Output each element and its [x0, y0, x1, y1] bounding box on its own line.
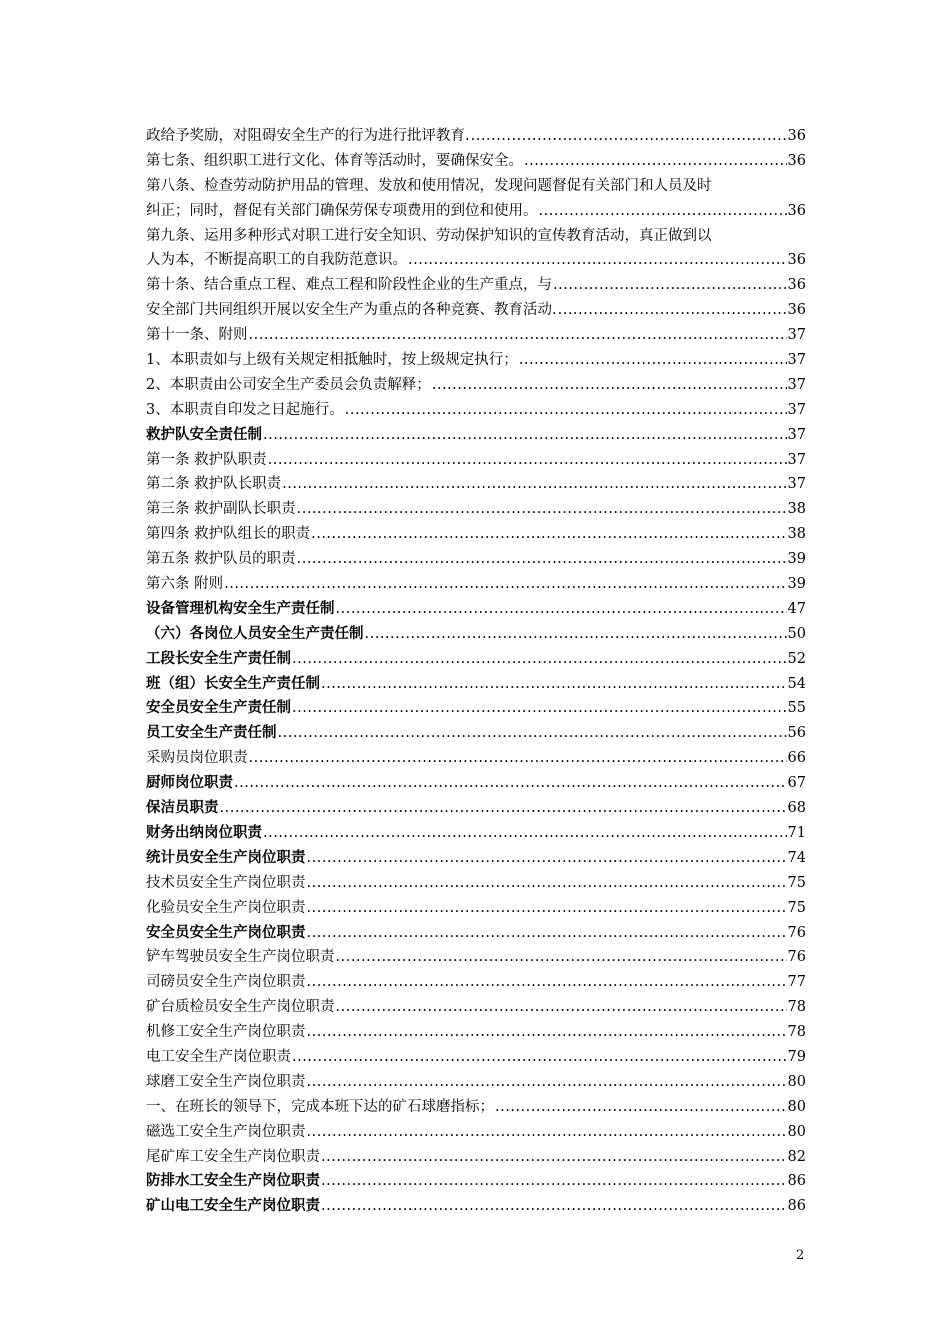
- toc-entry-page: 50: [787, 625, 806, 642]
- toc-entry-title: 第三条 救护副队长职责: [146, 501, 296, 518]
- toc-entry-title: 纠正；同时，督促有关部门确保劳保专项费用的到位和使用。: [146, 202, 538, 219]
- toc-entry[interactable]: [146, 945, 806, 970]
- toc-entry-page: 76: [787, 949, 806, 966]
- toc-entry[interactable]: [146, 298, 806, 323]
- toc-entry-title: 第四条 救护队组长的职责: [146, 526, 311, 543]
- toc-entry-title: 保洁员职责: [146, 800, 219, 817]
- toc-dot-leader: [249, 746, 787, 771]
- toc-entry-title: 第十条、结合重点工程、难点工程和阶段性企业的生产重点，与: [146, 277, 552, 294]
- toc-entry-title: 第七条、组织职工进行文化、体育等活动时，要确保安全。: [146, 152, 523, 169]
- toc-entry[interactable]: [146, 622, 806, 647]
- table-of-contents: [146, 124, 806, 1219]
- toc-entry-page: 79: [787, 1048, 806, 1065]
- toc-entry-title: 2、本职责由公司安全生产委员会负责解释；: [146, 376, 431, 393]
- toc-entry-title: 矿山电工安全生产岗位职责: [146, 1198, 320, 1215]
- toc-entry-title: 第五条 救护队员的职责: [146, 551, 296, 568]
- toc-dot-leader: [249, 323, 787, 348]
- toc-dot-leader: [321, 672, 787, 697]
- toc-entry[interactable]: [146, 373, 806, 398]
- toc-entry-page: 37: [787, 327, 806, 344]
- toc-dot-leader: [234, 771, 787, 796]
- toc-entry-page: 78: [787, 1024, 806, 1041]
- toc-entry-title: 工段长安全生产责任制: [146, 650, 291, 667]
- toc-dot-leader: [263, 423, 787, 448]
- toc-entry-title: 财务出纳岗位职责: [146, 824, 262, 841]
- toc-dot-leader: [292, 647, 787, 672]
- toc-entry[interactable]: [146, 921, 806, 946]
- toc-entry-page: 37: [787, 401, 806, 418]
- toc-dot-leader: [336, 995, 787, 1020]
- toc-entry-page: 86: [787, 1198, 806, 1215]
- toc-dot-leader: [297, 547, 787, 572]
- toc-entry[interactable]: [146, 597, 806, 622]
- toc-entry-title: 安全员安全生产责任制: [146, 700, 291, 717]
- toc-entry-title: 第六条 附则: [146, 576, 224, 593]
- toc-entry[interactable]: [146, 398, 806, 423]
- toc-entry-page: 68: [787, 800, 806, 817]
- toc-entry-page: 86: [787, 1173, 806, 1190]
- toc-entry-title: 第十一条、附则: [146, 327, 248, 344]
- toc-dot-leader: [336, 597, 787, 622]
- toc-entry-page: 37: [787, 376, 806, 393]
- toc-entry[interactable]: [146, 149, 806, 174]
- toc-entry-page: 36: [787, 252, 806, 269]
- toc-entry[interactable]: [146, 1145, 806, 1170]
- toc-entry-page: 36: [787, 302, 806, 319]
- toc-entry-page: 75: [787, 899, 806, 916]
- toc-dot-leader: [495, 1095, 787, 1120]
- toc-dot-leader: [311, 522, 786, 547]
- toc-dot-leader: [282, 472, 786, 497]
- toc-dot-leader: [224, 572, 786, 597]
- toc-entry-page: 36: [787, 152, 806, 169]
- toc-dot-leader: [307, 921, 787, 946]
- toc-entry-page: 37: [787, 426, 806, 443]
- toc-entry[interactable]: [146, 970, 806, 995]
- toc-entry-page: 36: [787, 128, 806, 144]
- toc-entry-title: 采购员岗位职责: [146, 750, 248, 767]
- toc-entry[interactable]: [146, 1070, 806, 1095]
- toc-entry-page: 47: [787, 600, 806, 617]
- toc-entry-page: 67: [787, 775, 806, 792]
- toc-entry-title: 一、在班长的领导下，完成本班下达的矿石球磨指标；: [146, 1098, 494, 1115]
- toc-entry[interactable]: [146, 1169, 806, 1194]
- toc-dot-leader: [297, 497, 787, 522]
- toc-entry[interactable]: [146, 672, 806, 697]
- toc-entry-page: 54: [787, 675, 806, 692]
- toc-entry-page: 52: [787, 650, 806, 667]
- toc-entry-title: 厨师岗位职责: [146, 775, 233, 792]
- toc-entry-page: 38: [787, 501, 806, 518]
- toc-entry-title: 尾矿库工安全生产岗位职责: [146, 1148, 320, 1165]
- toc-entry[interactable]: [146, 896, 806, 921]
- toc-entry[interactable]: [146, 547, 806, 572]
- toc-dot-leader: [365, 622, 787, 647]
- toc-dot-leader: [307, 1020, 787, 1045]
- toc-dot-leader: [321, 1194, 787, 1219]
- toc-entry-title: 设备管理机构安全生产责任制: [146, 600, 335, 617]
- toc-entry[interactable]: [146, 871, 806, 896]
- toc-dot-leader: [263, 821, 787, 846]
- toc-entry-title: 安全部门共同组织开展以安全生产为重点的各种竞赛、教育活动.: [146, 302, 557, 319]
- toc-entry[interactable]: [146, 448, 806, 473]
- toc-entry[interactable]: 第九条、运用多种形式对职工进行安全知识、劳动保护知识的宣传教育活动，真正做到以: [146, 227, 712, 244]
- toc-dot-leader: [292, 696, 787, 721]
- toc-entry-page: 39: [787, 576, 806, 593]
- toc-entry[interactable]: [146, 348, 806, 373]
- toc-entry-page: 36: [787, 202, 806, 219]
- toc-entry-title: 救护队安全责任制: [146, 426, 262, 443]
- toc-entry-page: 38: [787, 526, 806, 543]
- toc-entry[interactable]: [146, 522, 806, 547]
- toc-dot-leader: [220, 796, 787, 821]
- toc-dot-leader: [321, 1169, 787, 1194]
- toc-dot-leader: [432, 373, 787, 398]
- toc-dot-leader: [539, 199, 787, 224]
- toc-entry-title: 班（组）长安全生产责任制: [146, 675, 320, 692]
- toc-entry[interactable]: [146, 1095, 806, 1120]
- toc-dot-leader: [408, 248, 787, 273]
- toc-entry[interactable]: [146, 1020, 806, 1045]
- toc-entry-page: 77: [787, 974, 806, 991]
- toc-entry[interactable]: [146, 1045, 806, 1070]
- toc-entry[interactable]: [146, 124, 806, 149]
- toc-dot-leader: [307, 846, 787, 871]
- toc-entry-page: 80: [787, 1123, 806, 1140]
- toc-entry-page: 36: [787, 277, 806, 294]
- toc-entry[interactable]: [146, 796, 806, 821]
- toc-entry-page: 55: [787, 700, 806, 717]
- toc-dot-leader: [553, 273, 787, 298]
- toc-dot-leader: [321, 1145, 787, 1170]
- toc-entry[interactable]: 第八条、检查劳动防护用品的管理、发放和使用情况，发现问题督促有关部门和人员及时: [146, 177, 712, 194]
- toc-dot-leader: [307, 871, 787, 896]
- toc-dot-leader: [292, 1045, 787, 1070]
- toc-dot-leader: [307, 970, 787, 995]
- toc-dot-leader: [268, 448, 787, 473]
- toc-dot-leader: [471, 124, 787, 149]
- toc-entry[interactable]: [146, 771, 806, 796]
- toc-entry-page: 80: [787, 1073, 806, 1090]
- toc-entry-title: 3、本职责自印发之日起施行。: [146, 401, 344, 418]
- toc-entry-page: 37: [787, 476, 806, 493]
- toc-entry-page: 74: [787, 849, 806, 866]
- toc-entry-title: 第一条 救护队职责: [146, 451, 267, 468]
- toc-entry-title: 矿台质检员安全生产岗位职责: [146, 999, 335, 1016]
- toc-entry[interactable]: [146, 995, 806, 1020]
- toc-entry-page: 37: [787, 451, 806, 468]
- page-number: 2: [796, 1248, 805, 1263]
- toc-dot-leader: [307, 1070, 787, 1095]
- toc-entry-title: 电工安全生产岗位职责: [146, 1048, 291, 1065]
- toc-entry[interactable]: [146, 1194, 806, 1219]
- toc-entry-title: 铲车驾驶员安全生产岗位职责: [146, 949, 335, 966]
- toc-entry[interactable]: [146, 472, 806, 497]
- toc-entry[interactable]: [146, 497, 806, 522]
- toc-entry-title: 技术员安全生产岗位职责: [146, 874, 306, 891]
- toc-dot-leader: [519, 348, 787, 373]
- toc-entry[interactable]: [146, 199, 806, 224]
- toc-entry-page: 66: [787, 750, 806, 767]
- toc-entry[interactable]: [146, 721, 806, 746]
- toc-entry[interactable]: [146, 572, 806, 597]
- toc-dot-leader: [307, 896, 787, 921]
- toc-entry-page: 78: [787, 999, 806, 1016]
- toc-entry-title: 球磨工安全生产岗位职责: [146, 1073, 306, 1090]
- toc-entry-page: 71: [787, 824, 806, 841]
- toc-entry-title: 统计员安全生产岗位职责: [146, 849, 306, 866]
- toc-entry[interactable]: [146, 323, 806, 348]
- toc-entry[interactable]: [146, 746, 806, 771]
- toc-entry-page: 75: [787, 874, 806, 891]
- toc-entry-title: 安全员安全生产岗位职责: [146, 924, 306, 941]
- toc-entry[interactable]: [146, 248, 806, 273]
- toc-entry-title: 化验员安全生产岗位职责: [146, 899, 306, 916]
- toc-entry-title: 第二条 救护队长职责: [146, 476, 282, 493]
- toc-entry[interactable]: [146, 423, 806, 448]
- toc-dot-leader: [558, 298, 787, 323]
- toc-dot-leader: [278, 721, 787, 746]
- toc-entry-title: （六）各岗位人员安全生产责任制: [146, 625, 364, 642]
- toc-entry-page: 39: [787, 551, 806, 568]
- toc-entry[interactable]: [146, 846, 806, 871]
- toc-entry[interactable]: [146, 647, 806, 672]
- toc-entry-title: 司磅员安全生产岗位职责: [146, 974, 306, 991]
- toc-entry-title: 防排水工安全生产岗位职责: [146, 1173, 320, 1190]
- toc-dot-leader: [307, 1120, 787, 1145]
- toc-entry-title: 人为本，不断提高职工的自我防范意识。: [146, 252, 407, 269]
- toc-entry[interactable]: [146, 273, 806, 298]
- toc-dot-leader: [524, 149, 787, 174]
- toc-entry-title: 员工安全生产责任制: [146, 725, 277, 742]
- toc-entry[interactable]: [146, 821, 806, 846]
- toc-entry-title: 机修工安全生产岗位职责: [146, 1024, 306, 1041]
- toc-entry-page: 56: [787, 725, 806, 742]
- toc-dot-leader: [345, 398, 787, 423]
- toc-entry-page: 80: [787, 1098, 806, 1115]
- toc-entry-title: 磁选工安全生产岗位职责: [146, 1123, 306, 1140]
- toc-entry[interactable]: [146, 1120, 806, 1145]
- toc-entry-page: 76: [787, 924, 806, 941]
- toc-entry-title: 1、本职责如与上级有关规定相抵触时，按上级规定执行；: [146, 352, 518, 369]
- toc-entry[interactable]: [146, 696, 806, 721]
- toc-dot-leader: [336, 945, 787, 970]
- toc-entry-page: 37: [787, 352, 806, 369]
- toc-entry-page: 82: [787, 1148, 806, 1165]
- toc-entry-title: 政给予奖励，对阻碍安全生产的行为进行批评教育.: [146, 128, 470, 144]
